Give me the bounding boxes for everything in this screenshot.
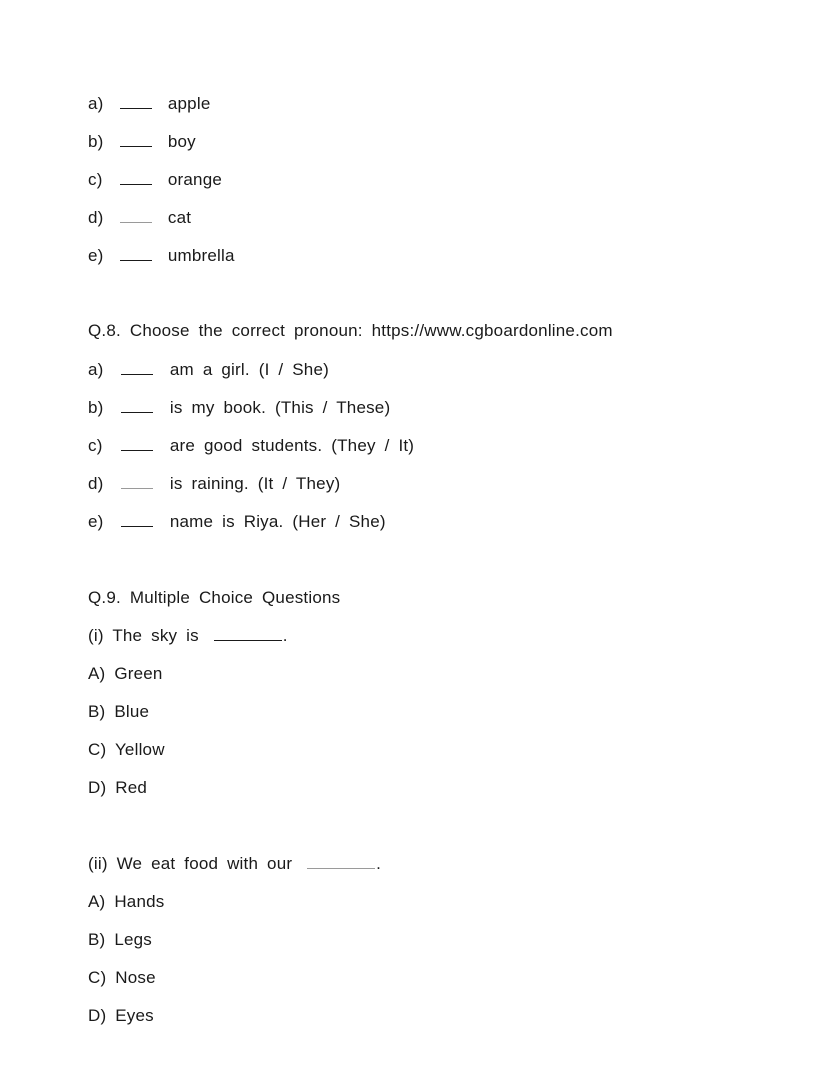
answer-blank <box>121 475 153 489</box>
item-marker: b) <box>88 132 104 151</box>
answer-blank <box>120 209 152 223</box>
article-item <box>88 132 196 152</box>
pronoun-item <box>88 360 329 380</box>
pronoun-item <box>88 398 390 418</box>
answer-blank <box>121 437 153 451</box>
mcq-prompt <box>88 854 381 874</box>
answer-blank <box>121 361 153 375</box>
mcq-option: C) Yellow <box>88 740 165 759</box>
prompt-end: . <box>376 854 382 873</box>
answer-blank <box>121 513 153 527</box>
item-marker: c) <box>88 436 103 455</box>
pronoun-item <box>88 512 386 532</box>
article-item <box>88 94 210 114</box>
item-word: boy <box>167 132 196 151</box>
item-text: is my book. (This / These) <box>169 398 391 417</box>
item-text: are good students. (They / It) <box>169 436 415 455</box>
item-marker: e) <box>88 512 104 531</box>
mcq-prompt <box>88 626 288 646</box>
mcq-option: C) Nose <box>88 968 156 987</box>
prompt-text: (i) The sky is <box>88 626 199 645</box>
prompt-text: (ii) We eat food with our <box>88 854 293 873</box>
item-text: is raining. (It / They) <box>169 474 341 493</box>
pronoun-item <box>88 474 340 494</box>
item-marker: d) <box>88 474 104 493</box>
mcq-option: A) Green <box>88 664 163 683</box>
item-marker: a) <box>88 94 104 113</box>
article-item <box>88 170 222 190</box>
answer-blank <box>120 95 152 109</box>
question-title: Q.9. Multiple Choice Questions <box>88 588 341 607</box>
item-marker: d) <box>88 208 104 227</box>
mcq-option: B) Legs <box>88 930 152 949</box>
article-item <box>88 246 235 266</box>
answer-blank <box>307 855 375 869</box>
item-word: orange <box>167 170 223 189</box>
mcq-option: D) Red <box>88 778 148 797</box>
pronoun-item <box>88 436 414 456</box>
answer-blank <box>121 399 153 413</box>
item-marker: a) <box>88 360 104 379</box>
answer-blank <box>120 133 152 147</box>
item-text: name is Riya. (Her / She) <box>169 512 386 531</box>
answer-blank <box>120 171 152 185</box>
answer-blank <box>214 627 282 641</box>
item-marker: e) <box>88 246 104 265</box>
item-marker: b) <box>88 398 104 417</box>
answer-blank <box>120 247 152 261</box>
item-word: apple <box>167 94 211 113</box>
prompt-end: . <box>282 626 288 645</box>
item-text: am a girl. (I / She) <box>169 360 329 379</box>
item-word: cat <box>167 208 192 227</box>
item-word: umbrella <box>167 246 235 265</box>
mcq-option: A) Hands <box>88 892 165 911</box>
mcq-option: B) Blue <box>88 702 150 721</box>
mcq-option: D) Eyes <box>88 1006 154 1025</box>
question-title: Q.8. Choose the correct pronoun: https://www.cgboardonline.com <box>88 321 613 340</box>
article-item <box>88 208 191 228</box>
item-marker: c) <box>88 170 103 189</box>
